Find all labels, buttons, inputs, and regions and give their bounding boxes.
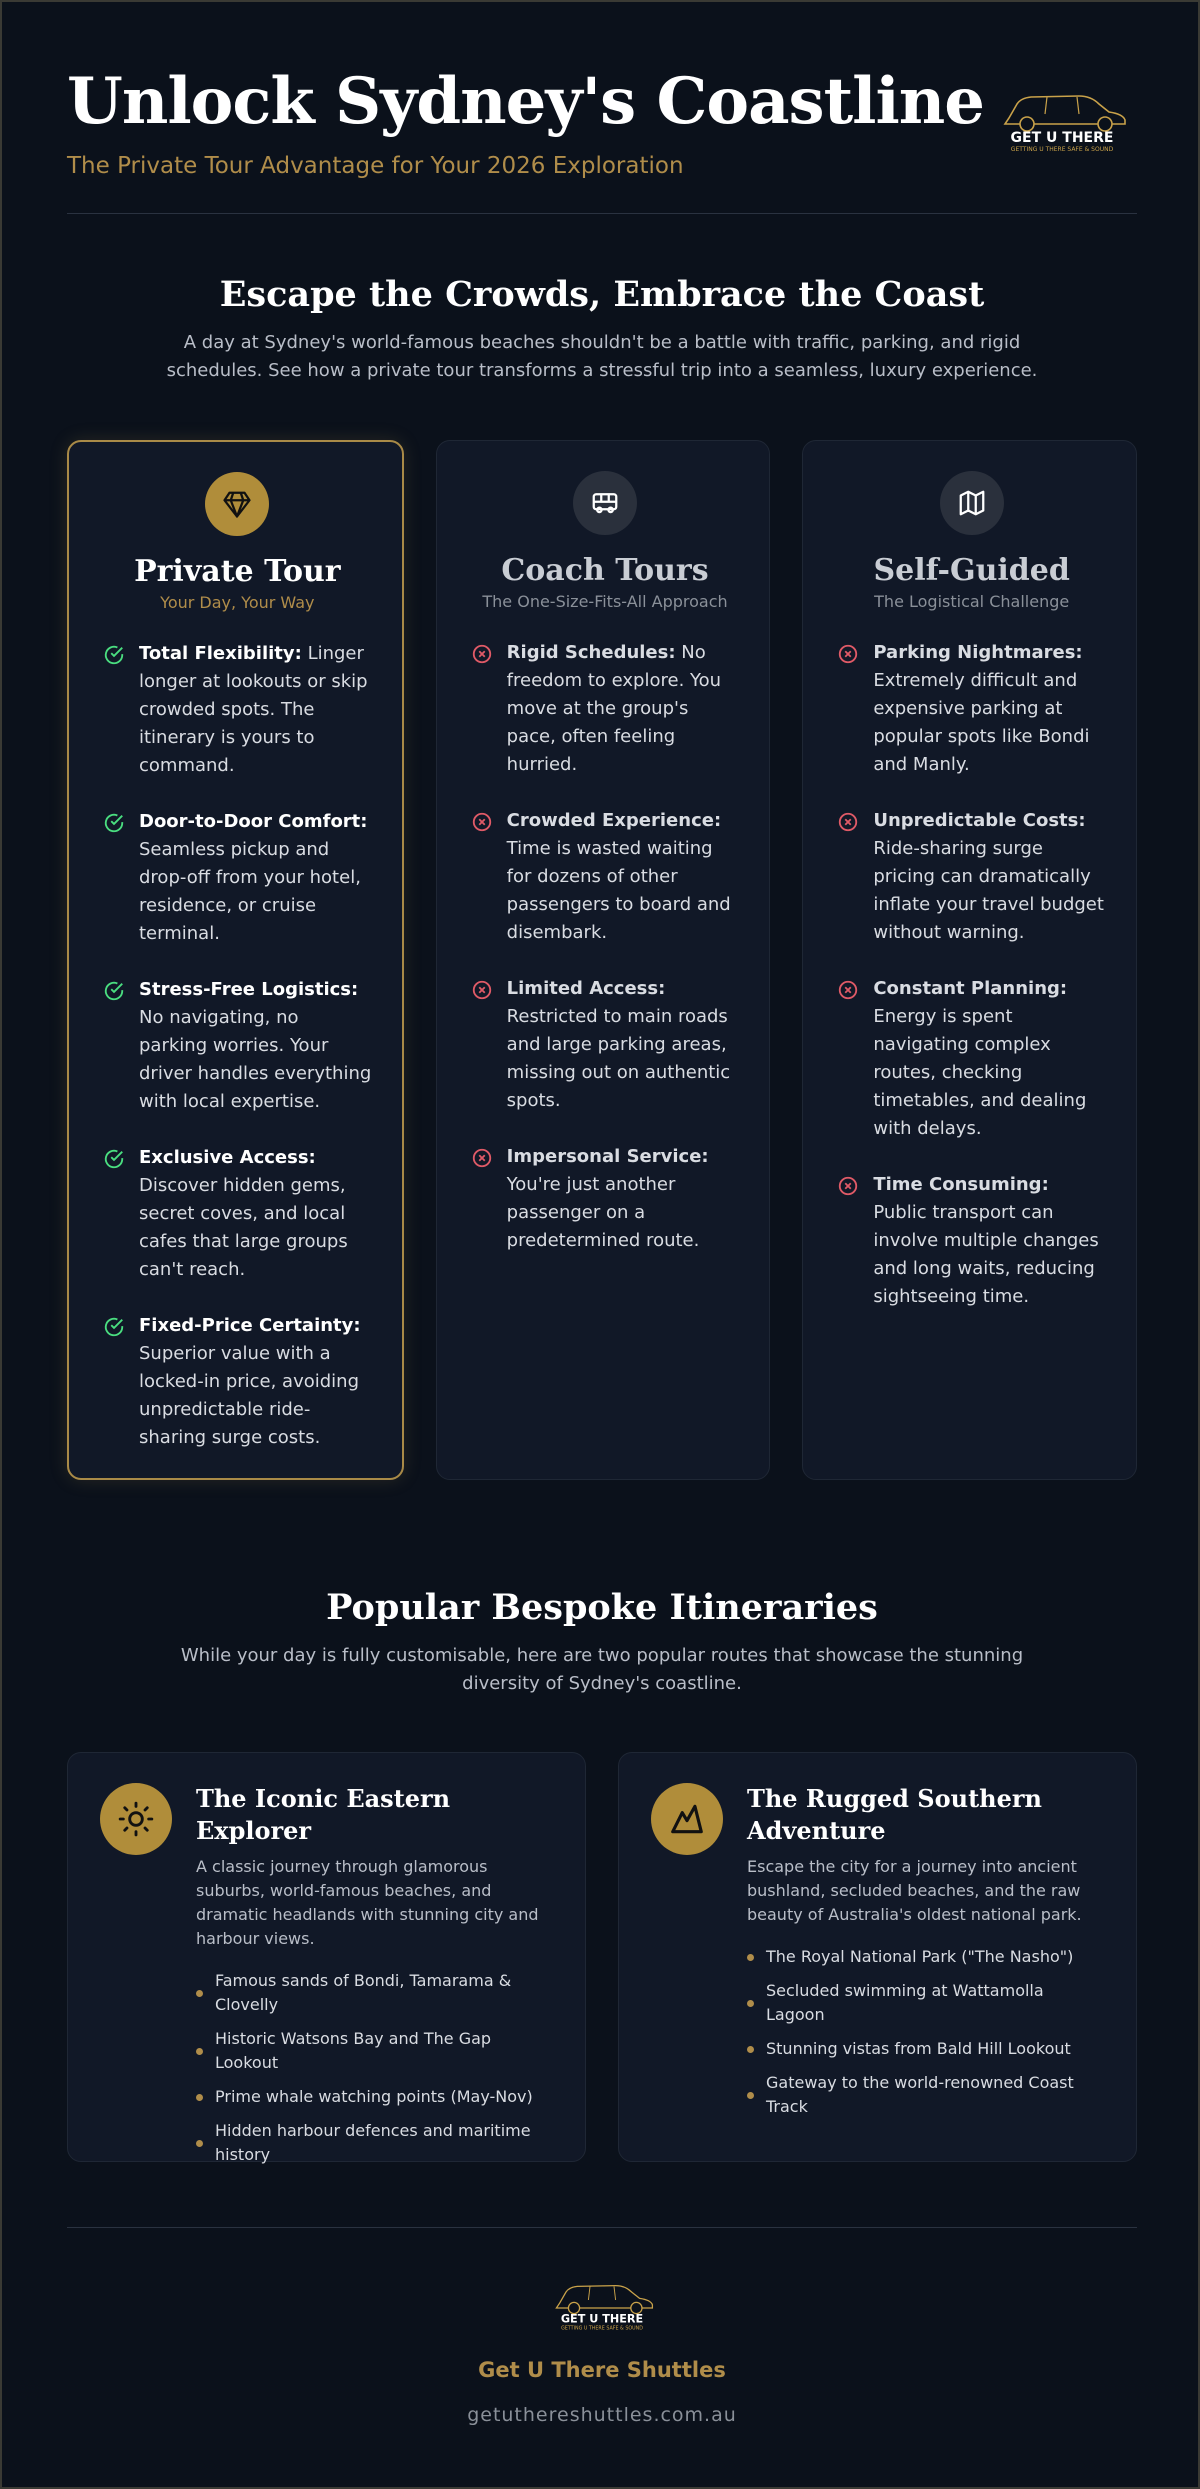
x-circle-icon (837, 643, 859, 665)
feature-item (103, 976, 372, 1116)
svg-text:GET U THERE: GET U THERE (560, 2312, 644, 2326)
x-circle-icon (837, 1175, 859, 1197)
svg-text:GETTING U THERE SAFE & SOUND: GETTING U THERE SAFE & SOUND (1010, 146, 1114, 153)
itinerary-card-eastern (67, 1752, 586, 2162)
itinerary-description: A classic journey through glamorous suburbs, world-famous beaches, and dramatic headlands with stunning city and harbour views. (196, 1857, 539, 1948)
point-text: Historic Watsons Bay and The Gap Lookout (215, 2029, 492, 2072)
card-self-guided (802, 440, 1137, 1480)
itinerary-title: The Rugged Southern Adventure (747, 1784, 1042, 1845)
card-subtitle: The Logistical Challenge (874, 592, 1070, 611)
x-circle-icon (471, 1147, 493, 1169)
feature-item (103, 1144, 372, 1284)
feature-item (471, 639, 740, 779)
feature-text: Energy is spent navigating complex routes, checking timetables, and dealing with delays. (873, 1006, 1087, 1139)
feature-label: Time Consuming: (873, 1174, 1049, 1195)
feature-item (103, 808, 372, 948)
feature-label: Impersonal Service: (506, 1146, 709, 1167)
feature-item (471, 975, 740, 1115)
point-text: The Royal National Park ("The Nasho") (766, 1947, 1074, 1966)
page-title: Unlock Sydney's Coastline (67, 64, 984, 139)
point-text: Gateway to the world-renowned Coast Track (766, 2073, 1074, 2116)
feature-item (471, 1143, 740, 1255)
feature-item (471, 807, 740, 947)
feature-label: Limited Access: (506, 978, 666, 999)
diamond-icon (205, 472, 269, 536)
comparison-title: Escape the Crowds, Embrace the Coast (219, 274, 985, 315)
list-item (196, 2085, 553, 2109)
bullet-icon (196, 1990, 203, 1997)
bullet-icon (196, 2048, 203, 2055)
bullet-icon (747, 2092, 754, 2099)
footer-website-link[interactable]: getuthereshuttles.com.au (467, 2404, 737, 2426)
list-item (196, 1969, 553, 2017)
feature-text: You're just another passenger on a predetermined route. (506, 1174, 700, 1251)
check-icon (103, 812, 125, 834)
itineraries-title: Popular Bespoke Itineraries (326, 1587, 878, 1628)
feature-label: Stress-Free Logistics: (139, 979, 359, 1000)
itinerary-points (747, 1945, 1104, 2119)
feature-text: Superior value with a locked-in price, avoiding unpredictable ride-sharing surge costs. (139, 1343, 360, 1448)
feature-label: Crowded Experience: (506, 810, 722, 831)
x-circle-icon (471, 811, 493, 833)
feature-label: Parking Nightmares: (873, 642, 1083, 663)
svg-text:GET U THERE: GET U THERE (1010, 130, 1114, 146)
map-icon (940, 471, 1004, 535)
point-text: Stunning vistas from Bald Hill Lookout (766, 2039, 1071, 2058)
feature-text: Ride-sharing surge pricing can dramatically inflate your travel budget without warning. (873, 838, 1104, 943)
point-text: Famous sands of Bondi, Tamarama & Clovelly (215, 1971, 512, 2014)
feature-item (837, 1171, 1106, 1311)
x-circle-icon (837, 979, 859, 1001)
feature-item (103, 640, 372, 780)
feature-text: Extremely difficult and expensive parking at popular spots like Bondi and Manly. (873, 670, 1090, 775)
feature-list (471, 639, 740, 1255)
feature-text: Restricted to main roads and large parking areas, missing out on authentic spots. (506, 1006, 731, 1111)
feature-text: No navigating, no parking worries. Your driver handles everything with local expertise. (139, 1007, 372, 1112)
itinerary-card-southern (618, 1752, 1137, 2162)
bullet-icon (196, 2140, 203, 2147)
feature-text: No freedom to explore. You move at the group's pace, often feeling hurried. (506, 642, 722, 775)
card-title: Private Tour (134, 554, 341, 589)
feature-text: Time is wasted waiting for dozens of other passengers to board and disembark. (506, 838, 731, 943)
card-title: Self-Guided (873, 553, 1070, 588)
bullet-icon (747, 1954, 754, 1961)
page-footer (67, 2227, 1137, 2426)
check-icon (103, 1148, 125, 1170)
feature-item (103, 1312, 372, 1452)
check-icon (103, 980, 125, 1002)
x-circle-icon (471, 979, 493, 1001)
feature-label: Fixed-Price Certainty: (139, 1315, 361, 1336)
list-item (747, 1979, 1104, 2027)
list-item (196, 2027, 553, 2075)
check-icon (103, 1316, 125, 1338)
card-title: Coach Tours (501, 553, 709, 588)
comparison-lead: A day at Sydney's world-famous beaches shouldn't be a battle with traffic, parking, and rigid schedules. See how a private tour transforms a stressful trip into a seamless, luxury experience. (166, 332, 1038, 381)
feature-label: Exclusive Access: (139, 1147, 316, 1168)
list-item (747, 2037, 1104, 2061)
feature-text: Public transport can involve multiple changes and long waits, reducing sightseeing time. (873, 1202, 1099, 1307)
bus-icon (573, 471, 637, 535)
itinerary-title: The Iconic Eastern Explorer (196, 1784, 451, 1845)
card-subtitle: The One-Size-Fits-All Approach (482, 592, 728, 611)
x-circle-icon (471, 643, 493, 665)
bullet-icon (747, 2000, 754, 2007)
feature-label: Total Flexibility: (139, 643, 302, 664)
point-text: Hidden harbour defences and maritime history (215, 2121, 531, 2164)
page-header (67, 64, 1137, 214)
comparison-cards (67, 440, 1137, 1480)
feature-item (837, 975, 1106, 1143)
page-subtitle: The Private Tour Advantage for Your 2026 Exploration (67, 153, 684, 179)
comparison-section (67, 274, 1137, 385)
itinerary-points (196, 1969, 553, 2167)
feature-list (103, 640, 372, 1452)
sun-icon (100, 1783, 172, 1855)
feature-label: Constant Planning: (873, 978, 1068, 999)
get-u-there-logo (987, 84, 1137, 154)
point-text: Prime whale watching points (May-Nov) (215, 2087, 533, 2106)
feature-item (837, 807, 1106, 947)
list-item (196, 2119, 553, 2167)
point-text: Secluded swimming at Wattamolla Lagoon (766, 1981, 1044, 2024)
card-coach-tours (436, 440, 771, 1480)
bullet-icon (747, 2046, 754, 2053)
feature-label: Rigid Schedules: (506, 642, 676, 663)
x-circle-icon (837, 811, 859, 833)
feature-text: Discover hidden gems, secret coves, and local cafes that large groups can't reach. (139, 1175, 348, 1280)
footer-brand: Get U There Shuttles (478, 2358, 726, 2382)
list-item (747, 1945, 1104, 1969)
card-subtitle: Your Day, Your Way (160, 593, 315, 612)
feature-item (837, 639, 1106, 779)
itinerary-description: Escape the city for a journey into ancient bushland, secluded beaches, and the raw beauty of Australia's oldest national park. (747, 1857, 1082, 1924)
feature-label: Unpredictable Costs: (873, 810, 1086, 831)
check-icon (103, 644, 125, 666)
bullet-icon (196, 2094, 203, 2101)
feature-label: Door-to-Door Comfort: (139, 811, 368, 832)
itinerary-cards (67, 1752, 1137, 2162)
feature-text: Linger longer at lookouts or skip crowded spots. The itinerary is yours to command. (139, 643, 368, 776)
itineraries-section (67, 1587, 1137, 1698)
feature-list (837, 639, 1106, 1311)
svg-text:GETTING U THERE SAFE & SOUND: GETTING U THERE SAFE & SOUND (561, 2326, 643, 2332)
list-item (747, 2071, 1104, 2119)
mountain-icon (651, 1783, 723, 1855)
get-u-there-footer-logo (542, 2276, 662, 2332)
itineraries-lead: While your day is fully customisable, here are two popular routes that showcase the stunning diversity of Sydney's coastline. (180, 1645, 1024, 1694)
feature-text: Seamless pickup and drop-off from your hotel, residence, or cruise terminal. (139, 839, 361, 944)
card-private-tour (67, 440, 404, 1480)
